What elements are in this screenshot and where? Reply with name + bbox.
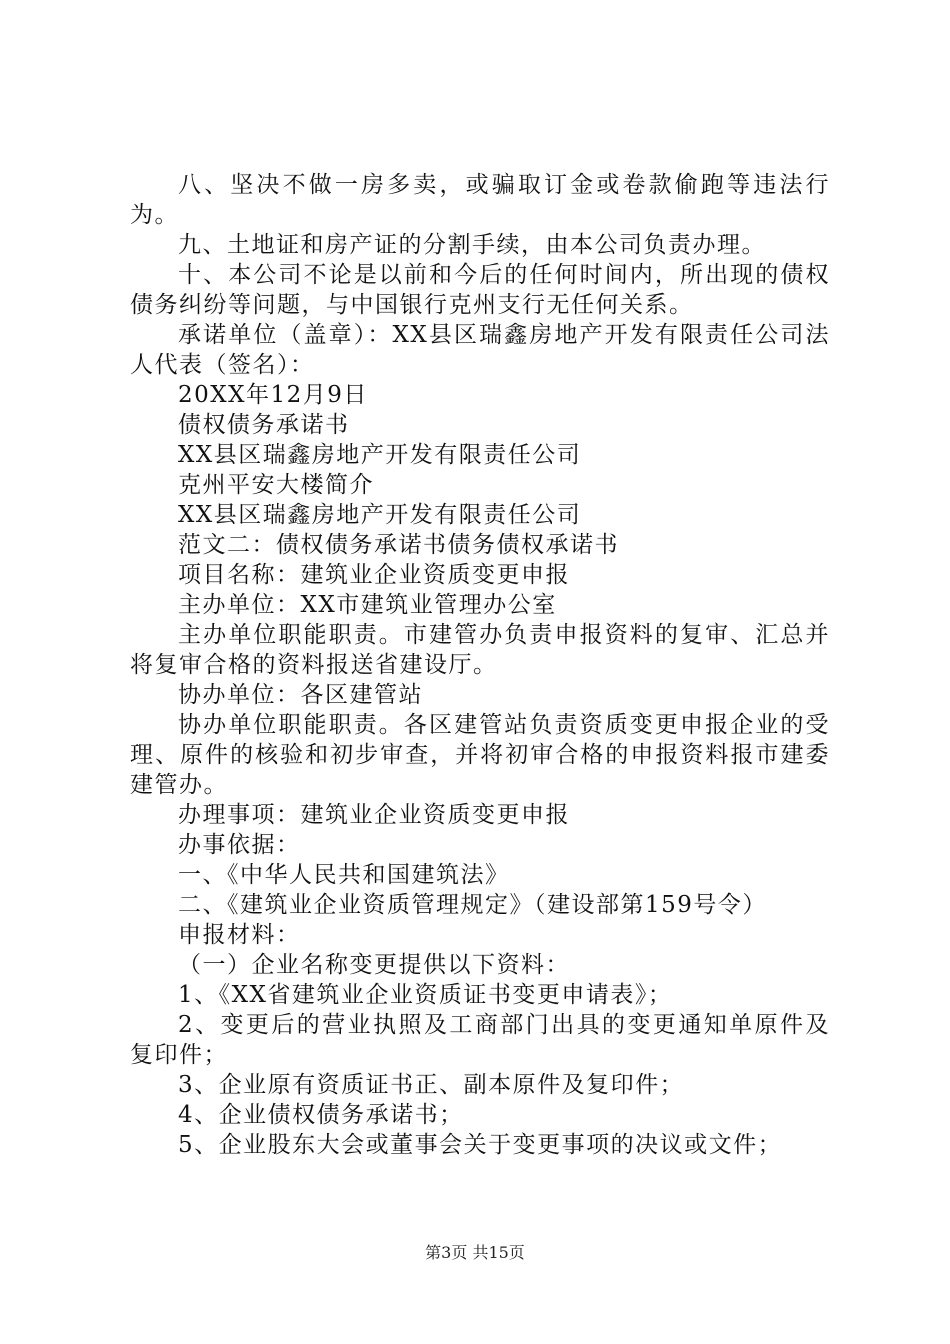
paragraph-10: 范文二：债权债务承诺书债务债权承诺书 — [178, 532, 619, 558]
paragraph-13: 主办单位职能职责。市建管办负责申报资料的复审、汇总并将复审合格的资料报送省建设厅。 — [130, 622, 830, 678]
paragraph-1: 八、坚决不做一房多卖，或骗取订金或卷款偷跑等违法行为。 — [130, 172, 830, 228]
paragraph-4: 承诺单位（盖章）：XX县区瑞鑫房地产开发有限责任公司法人代表（签名）： — [130, 322, 830, 378]
paragraph-24: 3、企业原有资质证书正、副本原件及复印件； — [178, 1072, 685, 1098]
paragraph-8: 克州平安大楼简介 — [178, 472, 374, 498]
paragraph-19: 二、《建筑业企业资质管理规定》（建设部第159号令） — [178, 892, 767, 918]
paragraph-18: 一、《中华人民共和国建筑法》 — [178, 862, 510, 888]
paragraph-9: XX县区瑞鑫房地产开发有限责任公司 — [178, 502, 582, 528]
document-body — [130, 170, 830, 1160]
paragraph-6: 债权债务承诺书 — [178, 412, 350, 438]
paragraph-5: 20XX年12月9日 — [178, 382, 368, 408]
page-number-footer: 第3页 共15页 — [425, 1243, 525, 1262]
paragraph-25: 4、企业债权债务承诺书； — [178, 1102, 464, 1128]
paragraph-11: 项目名称：建筑业企业资质变更申报 — [178, 562, 570, 588]
paragraph-16: 办理事项：建筑业企业资质变更申报 — [178, 802, 570, 828]
paragraph-21: （一）企业名称变更提供以下资料： — [178, 952, 570, 978]
paragraph-3: 十、本公司不论是以前和今后的任何时间内，所出现的债权债务纠纷等问题，与中国银行克州支行无任何关系。 — [130, 262, 830, 318]
paragraph-15: 协办单位职能职责。各区建管站负责资质变更申报企业的受理、原件的核验和初步审查，并将初审合格的申报资料报市建委建管办。 — [130, 712, 830, 798]
paragraph-7: XX县区瑞鑫房地产开发有限责任公司 — [178, 442, 582, 468]
paragraph-17: 办事依据： — [178, 832, 301, 858]
paragraph-2: 九、土地证和房产证的分割手续，由本公司负责办理。 — [178, 232, 766, 258]
paragraph-26: 5、企业股东大会或董事会关于变更事项的决议或文件； — [178, 1132, 783, 1158]
paragraph-20: 申报材料： — [178, 922, 301, 948]
paragraph-12: 主办单位：XX市建筑业管理办公室 — [178, 592, 557, 618]
paragraph-22: 1、《XX省建筑业企业资质证书变更申请表》； — [178, 982, 673, 1008]
paragraph-23: 2、变更后的营业执照及工商部门出具的变更通知单原件及复印件； — [130, 1012, 830, 1068]
paragraph-14: 协办单位：各区建管站 — [178, 682, 423, 708]
